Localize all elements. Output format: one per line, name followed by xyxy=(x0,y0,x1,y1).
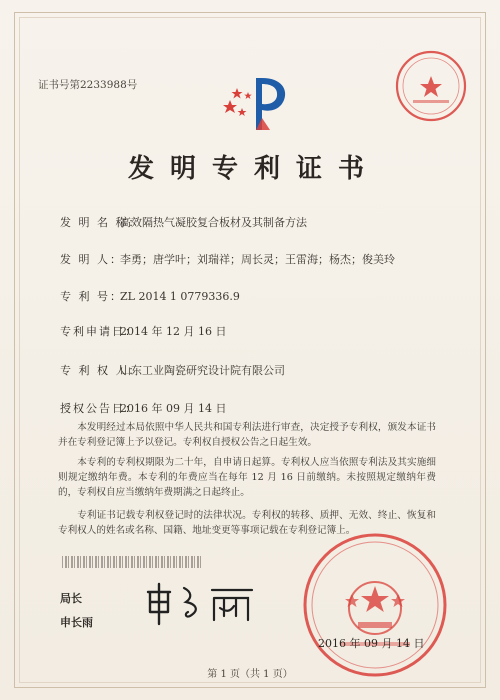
invention-name-label: 发 明 名 称： xyxy=(60,216,142,229)
inventors-value: 李勇；唐学叶；刘瑞祥；周长灵；王雷海；杨杰；俊美玲 xyxy=(120,253,395,266)
invention-name-value: 高效隔热气凝胶复合板材及其制备方法 xyxy=(120,216,307,229)
announcement-date-label: 授权公告日： xyxy=(60,402,138,415)
handwritten-signature xyxy=(140,578,260,628)
certificate-title: 发明专利证书 xyxy=(127,154,380,184)
signatory-title: 局长 xyxy=(60,592,82,605)
sipo-logo-icon xyxy=(222,70,292,134)
inventors-label: 发 明 人： xyxy=(60,253,123,266)
patent-number-row xyxy=(60,288,240,304)
body-paragraph-3: 专利证书记载专利权登记时的法律状况。专利权的转移、质押、无效、终止、恢复和专利权人的姓名或名称、国籍、地址变更等事项记载在专利登记簿上。 xyxy=(58,510,436,536)
application-date-label: 专利申请日： xyxy=(60,325,138,338)
announcement-date-value: 2016 年 09 月 14 日 xyxy=(120,402,227,415)
announcement-date-row xyxy=(60,400,226,416)
page-number: 第 1 页（共 1 页） xyxy=(207,669,293,680)
patentee-label: 专 利 权 人： xyxy=(60,364,142,377)
patent-number-label: 专 利 号： xyxy=(60,290,123,303)
application-date-row xyxy=(60,323,226,339)
invention-name-row xyxy=(60,214,307,230)
patentee-row xyxy=(60,362,285,378)
barcode-strip xyxy=(62,556,202,568)
certificate-number: 证书号第2233988号 xyxy=(38,79,138,91)
application-date-value: 2014 年 12 月 16 日 xyxy=(120,325,227,338)
body-paragraph-2: 本专利的专利权期限为二十年，自申请日起算。专利权人应当依照专利法及其实施细则规定缴纳年费。本专利的年费应当在每年 12 月 16 日前缴纳。未按照规定缴纳年费的，专利权自应当缴纳年费期满之日起终止。 xyxy=(58,457,436,498)
official-seal-stamp xyxy=(300,530,450,680)
patentee-value: 山东工业陶瓷研究设计院有限公司 xyxy=(120,364,285,377)
body-paragraph-1: 本发明经过本局依照中华人民共和国专利法进行审查，决定授予专利权，颁发本证书并在专利登记簿上予以登记。专利权自授权公告之日起生效。 xyxy=(58,422,436,448)
inventors-row xyxy=(60,251,395,267)
seal-date: 2016 年 09 月 14 日 xyxy=(318,637,425,650)
signatory-name: 申长雨 xyxy=(60,616,93,629)
patentee-seal-stamp xyxy=(393,48,469,124)
patent-number-value: ZL 2014 1 0779336.9 xyxy=(120,290,240,303)
